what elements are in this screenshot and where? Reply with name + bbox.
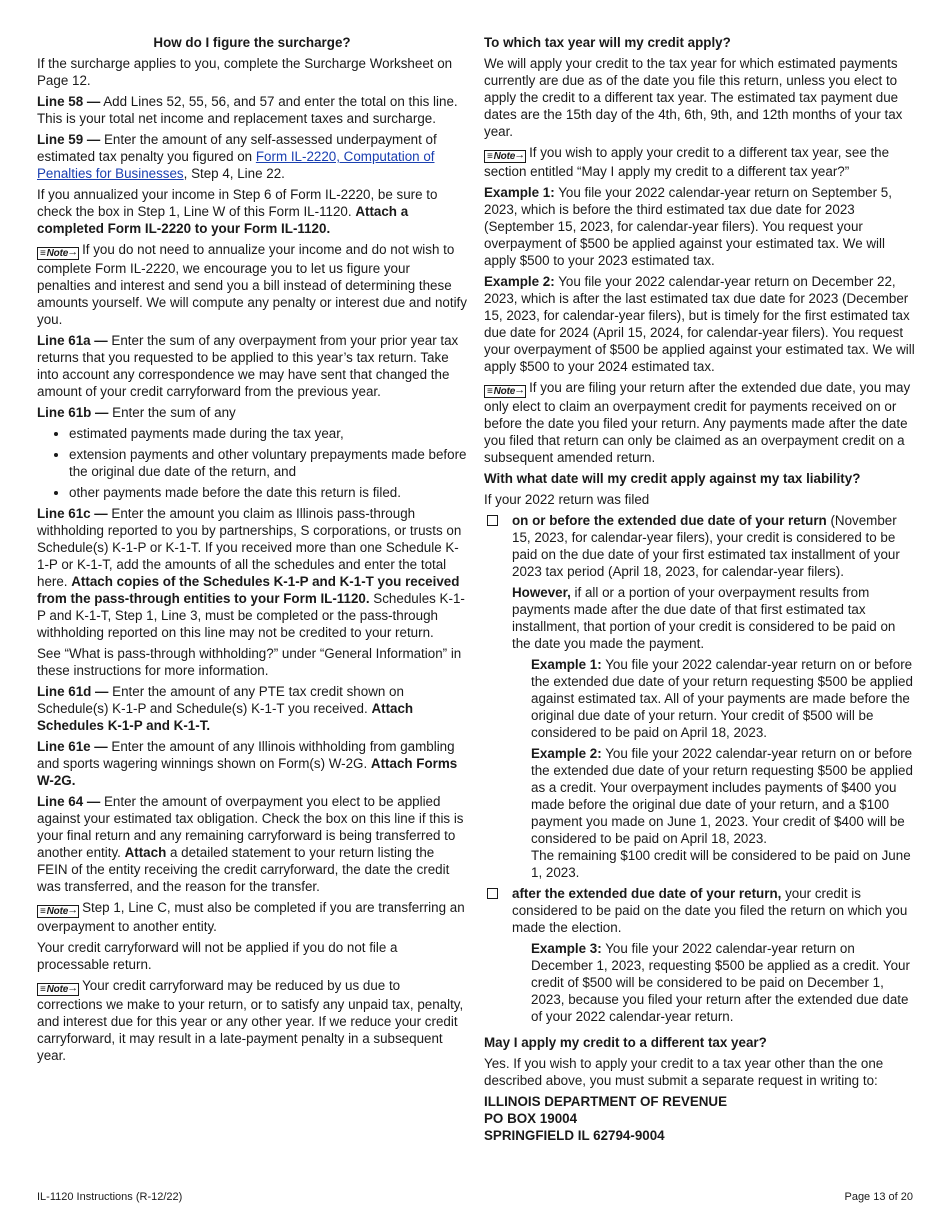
list-item: • other payments made before the date this return is filed. <box>69 484 467 501</box>
line61c-text-end: Schedules K-1-P and K-1-T, Step 1, Line 3, must be completed or the pass-through withholding reported on this line may not be credited to your return. <box>37 591 465 640</box>
carryforward-paragraph: Your credit carryforward will not be applied if you do not file a processable return. <box>37 940 398 972</box>
address-line-2: PO BOX 19004 <box>484 1111 578 1126</box>
line61c-paragraph <box>37 505 467 641</box>
note-paragraph-3 <box>37 977 467 1064</box>
line61d-label: Line 61d — <box>37 684 109 699</box>
line61b-label: Line 61b — <box>37 405 109 420</box>
option2-label: after the extended due date of your return, <box>512 886 782 901</box>
annualize-paragraph <box>37 186 467 237</box>
option-on-or-before <box>484 512 916 580</box>
line61a-paragraph <box>37 332 467 400</box>
note-paragraph-4 <box>484 144 916 180</box>
note-icon: ≡ Note → <box>484 381 526 398</box>
line61a-text: Enter the sum of any overpayment from your prior year tax returns that you requested to be applied to this year’s tax return. Take into account any correspondence we may have sent that changed the amount of your credit carryforward from the previous year. <box>37 333 459 399</box>
different-year-heading: May I apply my credit to a different tax year? <box>484 1035 767 1050</box>
example2-text: You file your 2022 calendar-year return on December 22, 2023, which is after the last estimated tax due date for 2023 (December 15, 2023, for calendar-year filers), but is timely for the first estimated tax due date for 2024 (April 15, 2024, for calendar-year filers). You request your overpayment of $500 be applied against your estimated tax. We will apply $500 to your 2024 estimated tax. <box>484 274 915 374</box>
line61b-paragraph <box>37 404 467 421</box>
checkbox-icon[interactable] <box>487 888 498 899</box>
line61c-label: Line 61c — <box>37 506 108 521</box>
line61e-label: Line 61e — <box>37 739 108 754</box>
note-text-5: If you are filing your return after the extended due date, you may only elect to claim an overpayment credit for payments received on or before the date you filed your return. Any payments made after the date you filed that return can only be claimed as an overpayment credit on a subsequent amended return. <box>484 380 911 465</box>
left-column <box>37 34 467 1068</box>
line58-paragraph <box>37 93 467 127</box>
line61b-text: Enter the sum of any <box>108 405 236 420</box>
note-paragraph-1 <box>37 241 467 328</box>
tax-year-paragraph: We will apply your credit to the tax year for which estimated payments currently are due as of the date you file this return, unless you elect to apply the credit to a different tax year. The estimated tax payment due dates are the 15th day of the 4th, 6th, 9th, and 12th months of your tax year. <box>484 56 903 139</box>
line61c-text: Enter the amount you claim as Illinois pass-through withholding reported to you by partnerships, S corporations, or trusts on Schedule(s) K-1-P or K-1-T. If you received more than one Schedule K-1-P or K-1-T, add the amounts of all the schedules and enter the total here. <box>37 506 462 589</box>
list-item: • extension payments and other voluntary prepayments made before the original due date of the return, and <box>69 446 467 480</box>
example1-label: Example 1: <box>484 185 555 200</box>
option1-example1-label: Example 1: <box>531 657 602 672</box>
surcharge-paragraph: If the surcharge applies to you, complete the Surcharge Worksheet on Page 12. <box>37 56 453 88</box>
example1-text: You file your 2022 calendar-year return on September 5, 2023, which is before the third estimated tax due date for 2023 (September 15, 2023, for calendar-year filers). You request your overpayment of $500 be applied against your estimated tax. We will apply $500 to your 2023 estimated tax. <box>484 185 892 268</box>
option1-example2-label: Example 2: <box>531 746 602 761</box>
note-text-2: Step 1, Line C, must also be completed if you are transferring an overpayment to another entity. <box>37 900 465 934</box>
however-paragraph <box>484 584 916 652</box>
tax-year-heading: To which tax year will my credit apply? <box>484 35 731 50</box>
note-text-3: Your credit carryforward may be reduced by us due to corrections we make to your return, or to satisfy any unpaid tax, penalty, and interest due for this year or any other year. If we reduce your credit carryforward, it may result in a late-payment penalty in a subsequent year. <box>37 978 464 1063</box>
line61b-bullet-list <box>37 425 467 501</box>
line61e-text: Enter the amount of any Illinois withholding from gambling and sports wagering winnings shown on Form(s) W-2G. <box>37 739 455 771</box>
footer-form-id: IL-1120 Instructions (R-12/22) <box>37 1191 183 1203</box>
note-icon: ≡ Note → <box>37 901 79 918</box>
line59-text-end: , Step 4, Line 22. <box>183 166 285 181</box>
line64-attach: Attach <box>124 845 167 860</box>
annualize-attach: Attach a completed Form IL-2220 to your Form IL-1120. <box>37 204 409 236</box>
however-label: However, <box>512 585 571 600</box>
line61a-label: Line 61a — <box>37 333 108 348</box>
note-icon: ≡ Note → <box>37 243 79 260</box>
line59-text: Enter the amount of any self-assessed underpayment of estimated tax penalty you figured on <box>37 132 437 164</box>
option-after <box>484 885 916 936</box>
option1-example1-text: You file your 2022 calendar-year return on or before the extended due date of your return requesting $500 be applied against estimated tax. All of your payments are made before the original due date of your return. Your credit of $500 will be considered to be paid on April 18, 2023. <box>531 657 913 740</box>
address-line-3: SPRINGFIELD IL 62794-9004 <box>484 1128 665 1143</box>
line64-text-end: a detailed statement to your return listing the FEIN of the entity receiving the credit carryforward, the date the credit was transferred, and the reason for the transfer. <box>37 845 450 894</box>
right-column <box>484 34 916 1144</box>
line64-text: Enter the amount of overpayment you elect to be applied against your estimated tax obligation. Check the box on this line if this is your final return and any remaining carryforward is being transferred to another entity. <box>37 794 464 860</box>
line64-label: Line 64 — <box>37 794 101 809</box>
checkbox-icon[interactable] <box>487 515 498 526</box>
however-text: if all or a portion of your overpayment results from payments made after the due date of that first estimated tax installment, that portion of your credit is considered to be paid on the date you made the payment. <box>512 585 896 651</box>
line64-paragraph <box>37 793 467 895</box>
note-paragraph-5 <box>484 379 916 466</box>
line61e-attach: Attach Forms W-2G. <box>37 756 458 788</box>
list-item: • estimated payments made during the tax year, <box>69 425 467 442</box>
option1-example2-text: You file your 2022 calendar-year return on or before the extended due date of your return requesting $500 be applied as a credit. Your overpayment includes payments of $400 you made before the original due date of your return, and a $100 payment you made on June 1, 2023. Your credit of $400 will be considered to be paid on April 18, 2023. <box>531 746 913 846</box>
line58-label: Line 58 — <box>37 94 101 109</box>
note-text-4: If you wish to apply your credit to a different tax year, see the section entitled “May I apply my credit to a different tax year?” <box>484 145 890 179</box>
note-text-1: If you do not need to annualize your income and do not wish to complete Form IL-2220, we encourage you to let us figure your penalties and interest and send you a bill instead of determining these amounts yourself. We will compute any penalty or interest due and notify you. <box>37 242 467 327</box>
different-year-paragraph: Yes. If you wish to apply your credit to a tax year other than the one described above, you must submit a separate request in writing to: <box>484 1056 884 1088</box>
example3-paragraph <box>484 940 916 1025</box>
line61e-paragraph <box>37 738 467 789</box>
line61d-attach: Attach Schedules K-1-P and K-1-T. <box>37 701 414 733</box>
note-paragraph-2 <box>37 899 467 935</box>
example3-text: You file your 2022 calendar-year return on December 1, 2023, requesting $500 be applied as a credit. Your credit of $500 will be considered to be paid on December 1, 2023, because you filed your return after the extended due date of your 2022 calendar-year return. <box>531 941 910 1024</box>
example2-label: Example 2: <box>484 274 555 289</box>
option1-label: on or before the extended due date of your return <box>512 513 827 528</box>
see-paragraph: See “What is pass-through withholding?” under “General Information” in these instructions for more information. <box>37 646 462 678</box>
option2-text: your credit is considered to be paid on the date you filed the return on which you made the election. <box>512 886 908 935</box>
credit-date-heading: With what date will my credit apply against my tax liability? <box>484 471 861 486</box>
example2-paragraph <box>484 273 916 375</box>
option1-text: (November 15, 2023, for calendar-year filers), your credit is considered to be paid on the due date of your first estimated tax installment of your 2023 tax period (April 18, 2023, for calendar-year filers). <box>512 513 900 579</box>
annualize-text: If you annualized your income in Step 6 of Form IL-2220, be sure to check the box in Step 1, Line W of this Form IL-1120. <box>37 187 438 219</box>
note-icon: ≡ Note → <box>37 979 79 996</box>
line58-text: Add Lines 52, 55, 56, and 57 and enter the total on this line. This is your total net income and replacement taxes and surcharge. <box>37 94 458 126</box>
footer-page-number: Page 13 of 20 <box>844 1191 913 1203</box>
line61c-attach: Attach copies of the Schedules K-1-P and K-1-T you received from the pass-through entities to your Form IL-1120. <box>37 574 460 606</box>
option1-example2-cont: The remaining $100 credit will be considered to be paid on June 1, 2023. <box>531 848 911 880</box>
option1-example2 <box>484 745 916 847</box>
line59-paragraph <box>37 131 467 182</box>
line61d-paragraph <box>37 683 467 734</box>
line61d-text: Enter the amount of any PTE tax credit shown on Schedule(s) K-1-P and Schedule(s) K-1-T you received. <box>37 684 404 716</box>
option1-example1 <box>484 656 916 741</box>
line59-label: Line 59 — <box>37 132 101 147</box>
form-il2220-link[interactable]: Form IL-2220, Computation of Penalties for Businesses <box>37 149 435 181</box>
note-icon: ≡ Note → <box>484 146 526 163</box>
surcharge-heading: How do I figure the surcharge? <box>153 35 351 50</box>
address-line-1: ILLINOIS DEPARTMENT OF REVENUE <box>484 1094 728 1109</box>
filed-intro: If your 2022 return was filed <box>484 492 650 507</box>
example1-paragraph <box>484 184 916 269</box>
example3-label: Example 3: <box>531 941 602 956</box>
